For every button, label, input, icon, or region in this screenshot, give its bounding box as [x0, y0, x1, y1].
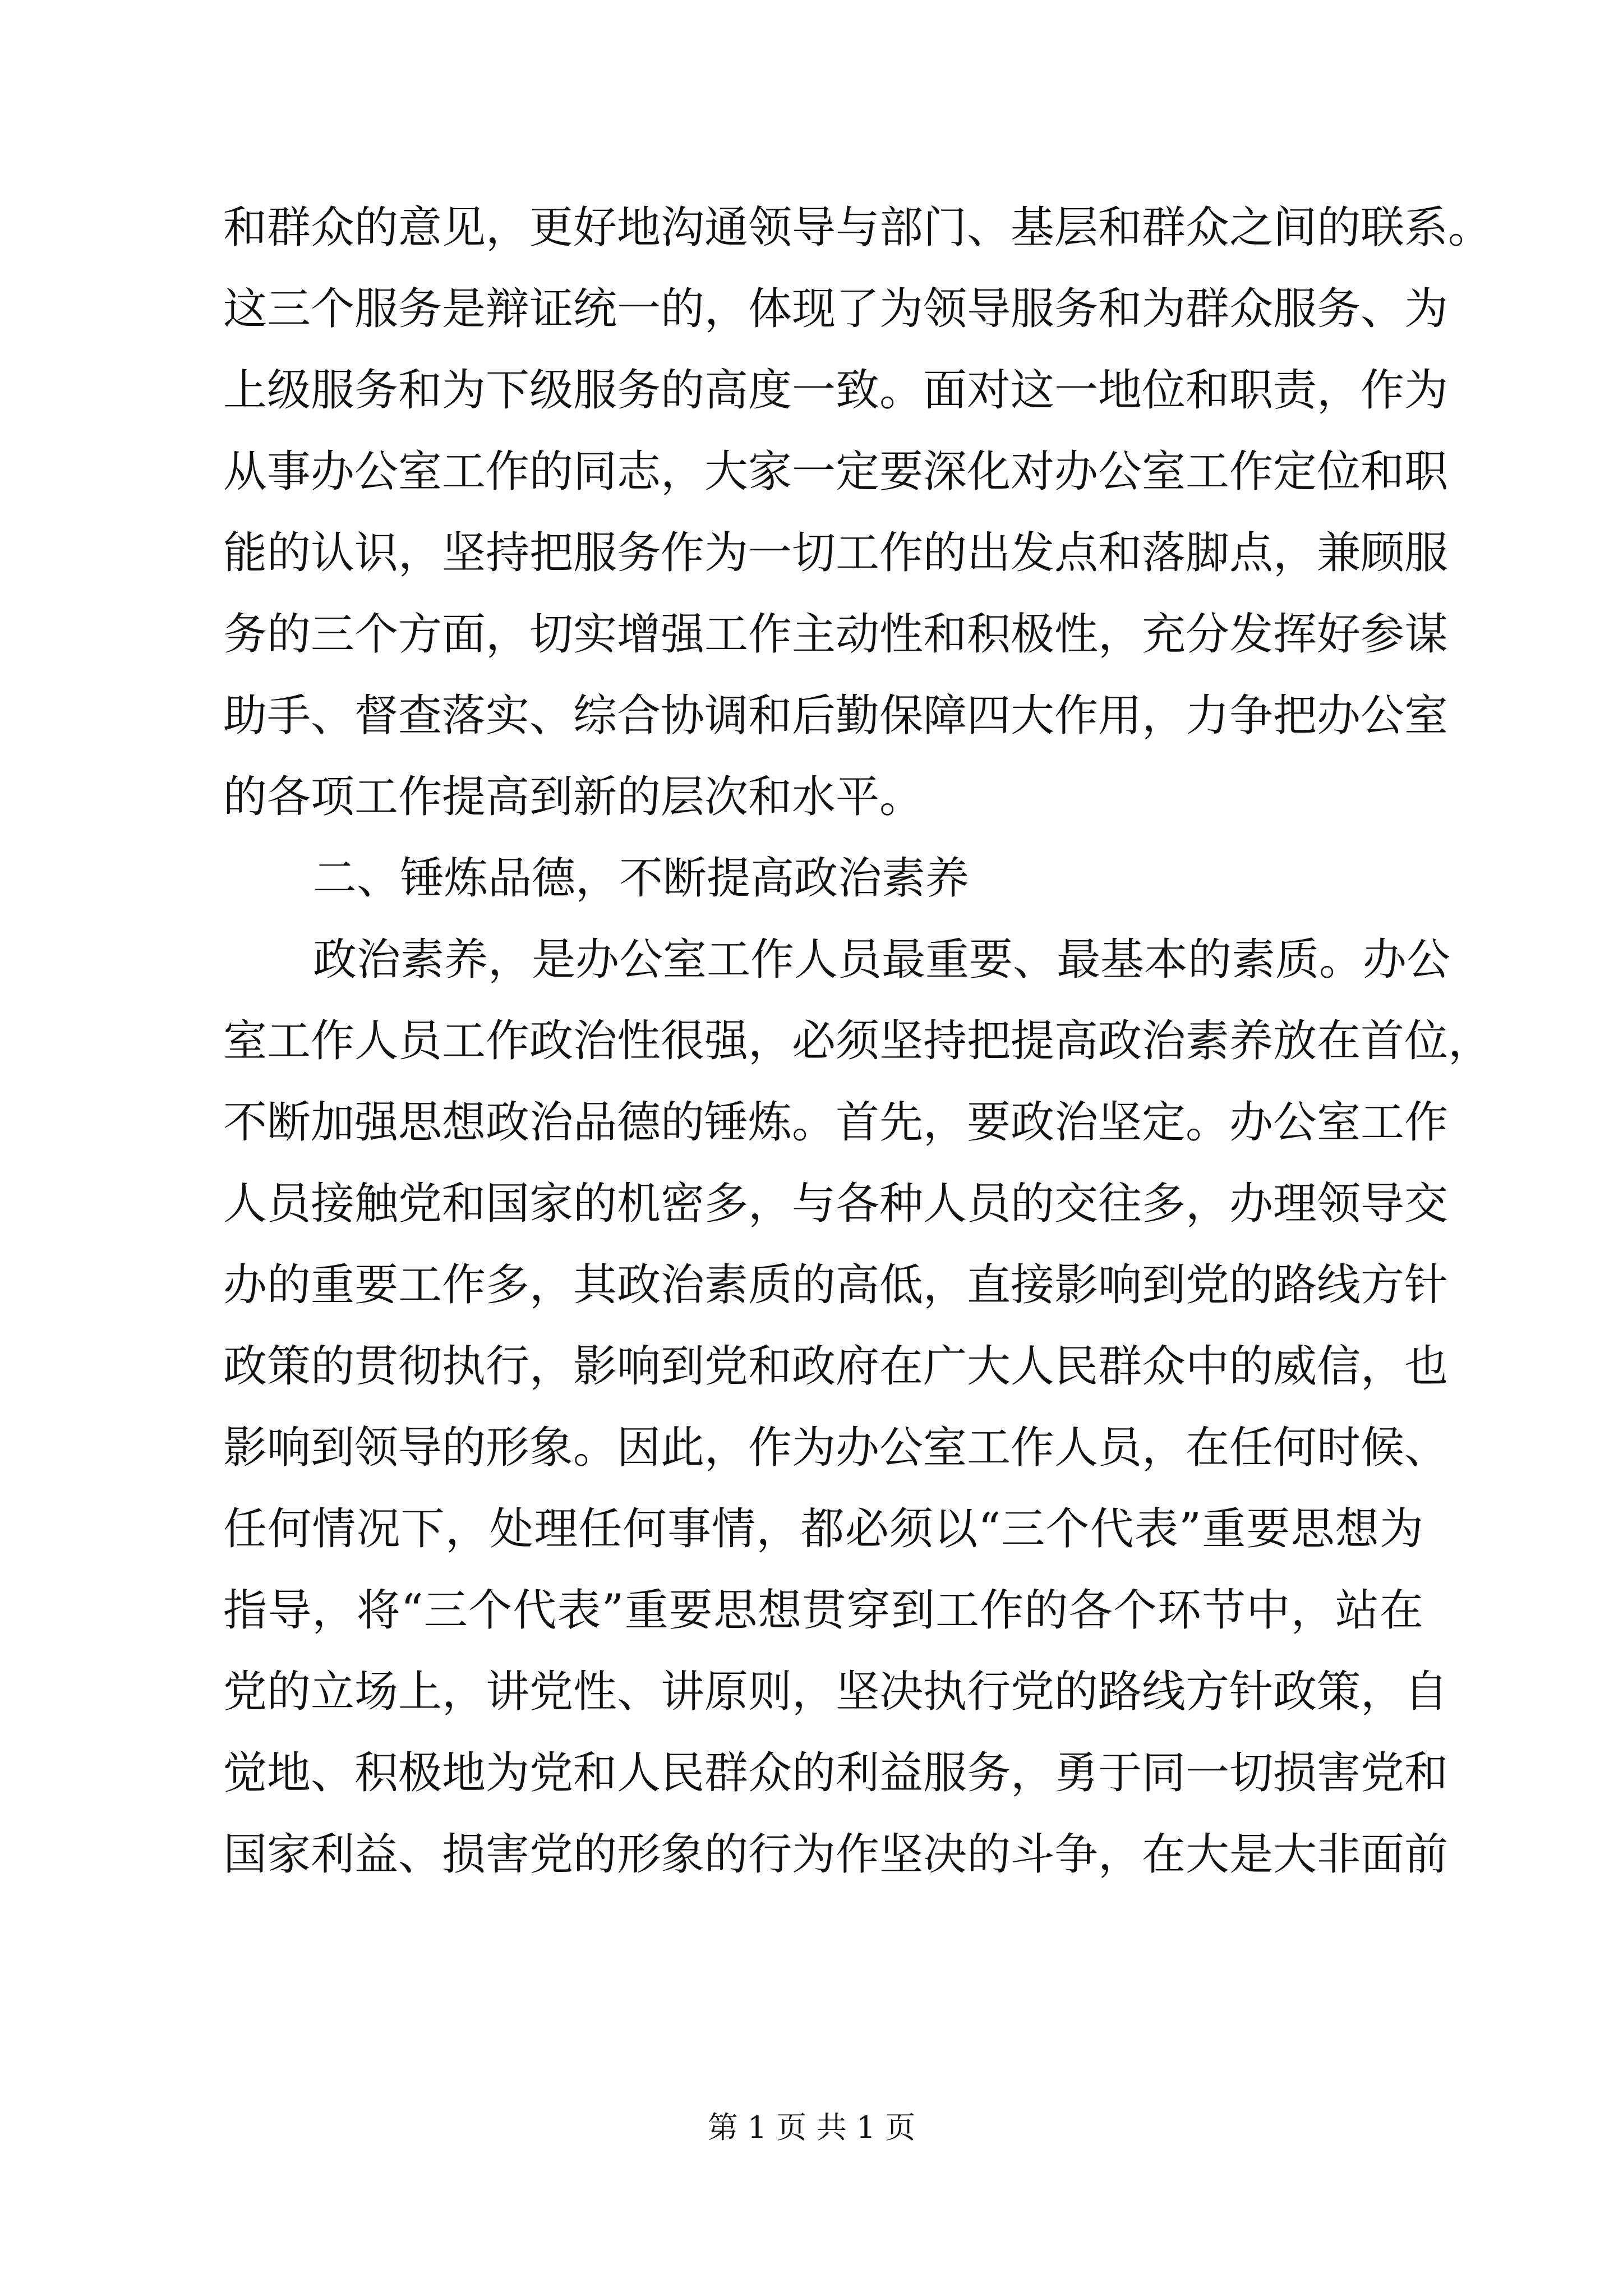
paragraph-line: 任何情况下，处理任何事情，都必须以“三个代表”重要思想为	[223, 1504, 1423, 1554]
paragraph-line: 党的立场上，讲党性、讲原则，坚决执行党的路线方针政策，自	[223, 1667, 1449, 1717]
paragraph-line: 的各项工作提高到新的层次和水平。	[223, 772, 924, 822]
paragraph-line: 助手、督查落实、综合协调和后勤保障四大作用，力争把办公室	[223, 691, 1449, 741]
paragraph-line: 人员接触党和国家的机密多，与各种人员的交往多，办理领导交	[223, 1179, 1449, 1229]
section-heading: 二、锤炼品德，不断提高政治素养	[313, 853, 970, 904]
page-number-label: 第 1 页 共 1 页	[707, 2110, 916, 2145]
paragraph-line: 室工作人员工作政治性很强，必须坚持把提高政治素养放在首位，	[223, 1016, 1492, 1066]
paragraph-line: 从事办公室工作的同志，大家一定要深化对办公室工作定位和职	[223, 447, 1449, 497]
paragraph-line: 办的重要工作多，其政治素质的高低，直接影响到党的路线方针	[223, 1260, 1449, 1310]
paragraph-line: 政治素养，是办公室工作人员最重要、最基本的素质。办公	[313, 935, 1451, 985]
paragraph-line: 和群众的意见，更好地沟通领导与部门、基层和群众之间的联系。	[223, 203, 1492, 253]
paragraph-line: 能的认识，坚持把服务作为一切工作的出发点和落脚点，兼顾服	[223, 528, 1449, 578]
paragraph-line: 政策的贯彻执行，影响到党和政府在广大人民群众中的威信，也	[223, 1341, 1449, 1392]
paragraph-line: 指导，将“三个代表”重要思想贯穿到工作的各个环节中，站在	[223, 1585, 1423, 1636]
paragraph-line: 务的三个方面，切实增强工作主动性和积极性，充分发挥好参谋	[223, 609, 1449, 660]
paragraph-line: 不断加强思想政治品德的锤炼。首先，要政治坚定。办公室工作	[223, 1097, 1449, 1148]
paragraph-line: 影响到领导的形象。因此，作为办公室工作人员，在任何时候、	[223, 1423, 1449, 1473]
paragraph-line: 觉地、积极地为党和人民群众的利益服务，勇于同一切损害党和	[223, 1748, 1449, 1798]
paragraph-line: 这三个服务是辩证统一的，体现了为领导服务和为群众服务、为	[223, 284, 1449, 334]
page-footer	[0, 2108, 1623, 2147]
paragraph-line: 国家利益、损害党的形象的行为作坚决的斗争，在大是大非面前	[223, 1829, 1449, 1880]
paragraph-line: 上级服务和为下级服务的高度一致。面对这一地位和职责，作为	[223, 365, 1449, 416]
